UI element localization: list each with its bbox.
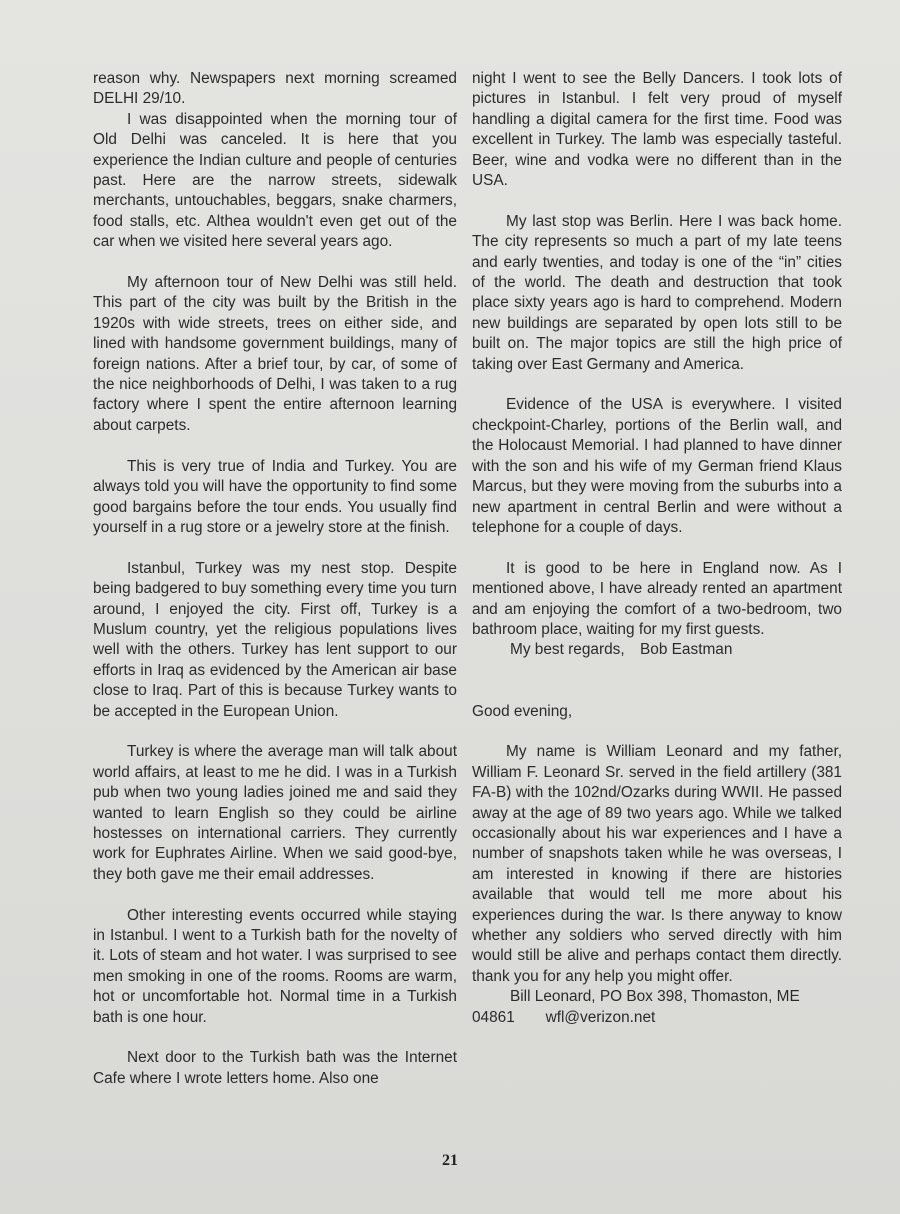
paragraph-usa-evidence: Evidence of the USA is everywhere. I visited checkpoint-Charley, portions of the Berlin wall, and the Holocaust Memorial. I had planned to have dinner with the son and his wife of my German friend Klaus Marcus, but they were moving from the suburbs into a new apartment in central Berlin and were without a telephone for a couple of days.: [472, 396, 842, 536]
paragraph-belly-dancers: night I went to see the Belly Dancers. I took lots of pictures in Istanbul. I felt very proud of myself handling a digital camera for the first time. Food was excellent in Turkey. The lamb was especially tasteful. Beer, wine and vodka were no different than in the USA.: [472, 70, 842, 190]
signoff-bob-eastman: My best regards, Bob Eastman: [510, 641, 733, 659]
page-number: 21: [442, 1152, 458, 1169]
letter-greeting: Good evening,: [472, 702, 573, 720]
paragraph-turkish-pub: Turkey is where the average man will talk about world affairs, at least to me he did. I was in a Turkish pub when two young ladies joined me and said they wanted to learn English so they could be airline hostesses on international carriers. They currently work for Euphrates Airline. When we said good-bye, they both gave me their email addresses.: [93, 743, 457, 883]
paragraph-old-delhi: I was disappointed when the morning tour of Old Delhi was canceled. It is here that you experience the Indian culture and people of centuries past. Here are the narrow streets, sidewalk merchants, untouchables, beggars, snake charmers, food stalls, etc. Althea wouldn't even get out of the car when we visited here several years ago.: [93, 110, 457, 251]
paragraph-turkish-bath: Other interesting events occurred while staying in Istanbul. I went to a Turkish bath for the novelty of it. Lots of steam and hot water. I was surprised to see men smoking in one of the rooms. Rooms are warm, hot or uncomfortable hot. Normal time in a Turkish bath is one hour.: [93, 906, 457, 1026]
signoff-bill-leonard: Bill Leonard, PO Box 398, Thomaston, ME 04861 wfl@verizon.net: [472, 988, 800, 1026]
paragraph-istanbul: Istanbul, Turkey was my nest stop. Despite being badgered to buy something every time you turn around, I enjoyed the city. First off, Turkey is a Muslum country, yet the religious populations lives well with the others. Turkey has lent support to our efforts in Iraq as evidenced by the American air base close to Iraq. Part of this is because Turkey wants to be accepted in the European Union.: [93, 559, 457, 720]
paragraph-delhi-headline: reason why. Newspapers next morning screamed DELHI 29/10.: [93, 70, 457, 108]
paragraph-india-turkey-bargains: This is very true of India and Turkey. You are always told you will have the opportunity to find some good bargains before the tour ends. You usually find yourself in a rug store or a jewelry store at the finish.: [93, 457, 457, 536]
left-column: [93, 69, 457, 1089]
right-column: [472, 69, 842, 1028]
paragraph-new-delhi: My afternoon tour of New Delhi was still held. This part of the city was built by the British in the 1920s with wide streets, trees on either side, and lined with handsome government buildings, many of foreign nations. After a brief tour, by car, of some of the nice neighborhoods of Delhi, I was taken to a rug factory where I spent the entire afternoon learning about carpets.: [93, 274, 457, 434]
paragraph-internet-cafe: Next door to the Turkish bath was the Internet Cafe where I wrote letters home. Also one: [93, 1049, 457, 1087]
paragraph-william-leonard: My name is William Leonard and my father, William F. Leonard Sr. served in the field artillery (381 FA-B) with the 102nd/Ozarks during WWII. He passed away at the age of 89 two years ago. While we talked occasionally about his war experiences and I have a number of snapshots taken while he was overseas, I am interested in knowing if there are histories available that would tell me more about his experiences during the war. Is there anyway to know whether any soldiers who served directly with him would still be alive and perhaps contact them directly. thank you for any help you might offer.: [472, 743, 842, 985]
paragraph-berlin: My last stop was Berlin. Here I was back home. The city represents so much a part of my late teens and early twenties, and today is one of the “in” cities of the world. The death and destruction that took place sixty years ago is hard to comprehend. Modern new buildings are separated by open lots still to be built on. The major topics are still the high price of taking over East Germany and America.: [472, 212, 842, 373]
paragraph-england: It is good to be here in England now. As I mentioned above, I have already rented an apartment and am enjoying the comfort of a two-bedroom, two bathroom place, waiting for my first guests.: [472, 559, 842, 638]
